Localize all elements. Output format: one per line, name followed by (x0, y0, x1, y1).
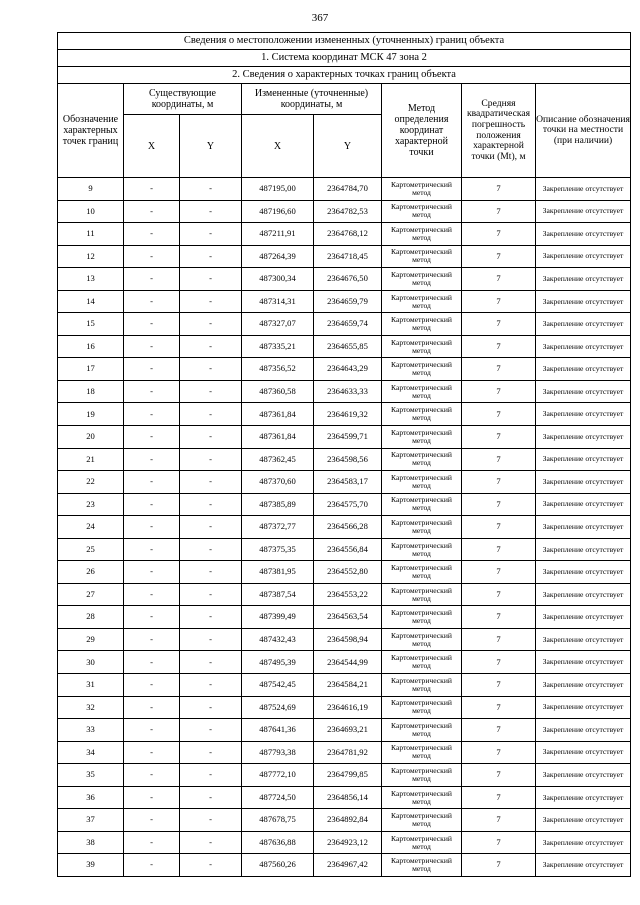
existing-y-cell: - (180, 200, 242, 223)
point-number-cell: 36 (58, 786, 124, 809)
coordinates-table (57, 32, 631, 877)
description-cell: Закрепление отсутствует (536, 583, 631, 606)
description-cell: Закрепление отсутствует (536, 178, 631, 201)
header-error: Средняя квадратическая погрешность положения характерной точки (Mt), м (462, 84, 536, 178)
header-changed-x: X (242, 115, 314, 178)
existing-y-cell: - (180, 493, 242, 516)
changed-y-cell: 2364659,74 (314, 313, 382, 336)
changed-y-cell: 2364655,85 (314, 335, 382, 358)
point-number-cell: 19 (58, 403, 124, 426)
table-row (58, 741, 631, 764)
existing-x-cell: - (124, 854, 180, 877)
method-cell: Картометрический метод (382, 651, 462, 674)
changed-y-cell: 2364659,79 (314, 290, 382, 313)
existing-x-cell: - (124, 561, 180, 584)
point-number-cell: 14 (58, 290, 124, 313)
error-cell: 7 (462, 313, 536, 336)
changed-y-cell: 2364718,45 (314, 245, 382, 268)
existing-x-cell: - (124, 719, 180, 742)
changed-y-cell: 2364633,33 (314, 380, 382, 403)
table-row (58, 786, 631, 809)
description-cell: Закрепление отсутствует (536, 268, 631, 291)
changed-x-cell: 487381,95 (242, 561, 314, 584)
description-cell: Закрепление отсутствует (536, 335, 631, 358)
error-cell: 7 (462, 831, 536, 854)
table-row (58, 335, 631, 358)
existing-x-cell: - (124, 516, 180, 539)
table-row (58, 313, 631, 336)
header-existing-x: X (124, 115, 180, 178)
section-title: 2. Сведения о характерных точках границ объекта (58, 67, 631, 84)
description-cell: Закрепление отсутствует (536, 809, 631, 832)
method-cell: Картометрический метод (382, 358, 462, 381)
point-number-cell: 16 (58, 335, 124, 358)
point-number-cell: 28 (58, 606, 124, 629)
changed-y-cell: 2364584,21 (314, 674, 382, 697)
description-cell: Закрепление отсутствует (536, 223, 631, 246)
description-cell: Закрепление отсутствует (536, 380, 631, 403)
error-cell: 7 (462, 606, 536, 629)
table-row (58, 200, 631, 223)
existing-x-cell: - (124, 606, 180, 629)
existing-y-cell: - (180, 380, 242, 403)
point-number-cell: 22 (58, 471, 124, 494)
method-cell: Картометрический метод (382, 606, 462, 629)
existing-x-cell: - (124, 628, 180, 651)
description-cell: Закрепление отсутствует (536, 606, 631, 629)
table-row (58, 719, 631, 742)
table-row (58, 223, 631, 246)
description-cell: Закрепление отсутствует (536, 831, 631, 854)
description-cell: Закрепление отсутствует (536, 741, 631, 764)
existing-x-cell: - (124, 786, 180, 809)
changed-x-cell: 487772,10 (242, 764, 314, 787)
table-row (58, 831, 631, 854)
existing-x-cell: - (124, 674, 180, 697)
changed-x-cell: 487542,45 (242, 674, 314, 697)
existing-y-cell: - (180, 516, 242, 539)
error-cell: 7 (462, 854, 536, 877)
point-number-cell: 30 (58, 651, 124, 674)
existing-y-cell: - (180, 178, 242, 201)
method-cell: Картометрический метод (382, 809, 462, 832)
table-row (58, 674, 631, 697)
point-number-cell: 37 (58, 809, 124, 832)
table-row (58, 809, 631, 832)
changed-y-cell: 2364799,85 (314, 764, 382, 787)
description-cell: Закрепление отсутствует (536, 471, 631, 494)
method-cell: Картометрический метод (382, 245, 462, 268)
error-cell: 7 (462, 786, 536, 809)
method-cell: Картометрический метод (382, 223, 462, 246)
error-cell: 7 (462, 403, 536, 426)
changed-x-cell: 487678,75 (242, 809, 314, 832)
error-cell: 7 (462, 493, 536, 516)
existing-x-cell: - (124, 268, 180, 291)
changed-y-cell: 2364643,29 (314, 358, 382, 381)
description-cell: Закрепление отсутствует (536, 674, 631, 697)
point-number-cell: 18 (58, 380, 124, 403)
description-cell: Закрепление отсутствует (536, 628, 631, 651)
changed-y-cell: 2364782,53 (314, 200, 382, 223)
existing-x-cell: - (124, 448, 180, 471)
description-cell: Закрепление отсутствует (536, 448, 631, 471)
method-cell: Картометрический метод (382, 335, 462, 358)
table-row (58, 426, 631, 449)
changed-y-cell: 2364781,92 (314, 741, 382, 764)
existing-x-cell: - (124, 290, 180, 313)
changed-x-cell: 487432,43 (242, 628, 314, 651)
existing-x-cell: - (124, 471, 180, 494)
point-number-cell: 12 (58, 245, 124, 268)
existing-y-cell: - (180, 290, 242, 313)
error-cell: 7 (462, 471, 536, 494)
method-cell: Картометрический метод (382, 178, 462, 201)
error-cell: 7 (462, 335, 536, 358)
description-cell: Закрепление отсутствует (536, 764, 631, 787)
changed-x-cell: 487300,34 (242, 268, 314, 291)
table-row (58, 245, 631, 268)
changed-x-cell: 487314,31 (242, 290, 314, 313)
changed-y-cell: 2364616,19 (314, 696, 382, 719)
point-number-cell: 26 (58, 561, 124, 584)
description-cell: Закрепление отсутствует (536, 538, 631, 561)
error-cell: 7 (462, 245, 536, 268)
changed-y-cell: 2364599,71 (314, 426, 382, 449)
method-cell: Картометрический метод (382, 380, 462, 403)
error-cell: 7 (462, 200, 536, 223)
table-row (58, 651, 631, 674)
changed-y-cell: 2364923,12 (314, 831, 382, 854)
table-row (58, 696, 631, 719)
method-cell: Картометрический метод (382, 493, 462, 516)
existing-x-cell: - (124, 651, 180, 674)
changed-x-cell: 487495,39 (242, 651, 314, 674)
error-cell: 7 (462, 516, 536, 539)
table-row (58, 448, 631, 471)
table-row (58, 403, 631, 426)
changed-x-cell: 487361,84 (242, 403, 314, 426)
method-cell: Картометрический метод (382, 741, 462, 764)
changed-y-cell: 2364676,50 (314, 268, 382, 291)
point-number-cell: 25 (58, 538, 124, 561)
existing-y-cell: - (180, 696, 242, 719)
existing-x-cell: - (124, 313, 180, 336)
changed-y-cell: 2364768,12 (314, 223, 382, 246)
existing-x-cell: - (124, 403, 180, 426)
description-cell: Закрепление отсутствует (536, 493, 631, 516)
point-number-cell: 9 (58, 178, 124, 201)
method-cell: Картометрический метод (382, 268, 462, 291)
changed-x-cell: 487196,60 (242, 200, 314, 223)
changed-x-cell: 487385,89 (242, 493, 314, 516)
error-cell: 7 (462, 290, 536, 313)
existing-x-cell: - (124, 426, 180, 449)
method-cell: Картометрический метод (382, 786, 462, 809)
existing-x-cell: - (124, 741, 180, 764)
existing-x-cell: - (124, 223, 180, 246)
changed-x-cell: 487264,39 (242, 245, 314, 268)
changed-x-cell: 487636,88 (242, 831, 314, 854)
point-number-cell: 21 (58, 448, 124, 471)
existing-x-cell: - (124, 538, 180, 561)
method-cell: Картометрический метод (382, 764, 462, 787)
point-number-cell: 23 (58, 493, 124, 516)
existing-y-cell: - (180, 223, 242, 246)
existing-x-cell: - (124, 493, 180, 516)
changed-y-cell: 2364566,28 (314, 516, 382, 539)
method-cell: Картометрический метод (382, 696, 462, 719)
existing-y-cell: - (180, 561, 242, 584)
table-row (58, 606, 631, 629)
table-row (58, 854, 631, 877)
existing-y-cell: - (180, 245, 242, 268)
existing-y-cell: - (180, 628, 242, 651)
error-cell: 7 (462, 741, 536, 764)
method-cell: Картометрический метод (382, 516, 462, 539)
method-cell: Картометрический метод (382, 426, 462, 449)
changed-x-cell: 487793,38 (242, 741, 314, 764)
method-cell: Картометрический метод (382, 313, 462, 336)
existing-y-cell: - (180, 335, 242, 358)
point-number-cell: 13 (58, 268, 124, 291)
existing-y-cell: - (180, 854, 242, 877)
existing-y-cell: - (180, 426, 242, 449)
header-point: Обозначение характерных точек границ (58, 84, 124, 178)
changed-y-cell: 2364784,70 (314, 178, 382, 201)
description-cell: Закрепление отсутствует (536, 719, 631, 742)
description-cell: Закрепление отсутствует (536, 290, 631, 313)
existing-y-cell: - (180, 786, 242, 809)
changed-x-cell: 487356,52 (242, 358, 314, 381)
table-row (58, 493, 631, 516)
changed-x-cell: 487387,54 (242, 583, 314, 606)
changed-y-cell: 2364556,84 (314, 538, 382, 561)
description-cell: Закрепление отсутствует (536, 696, 631, 719)
table-row (58, 290, 631, 313)
error-cell: 7 (462, 178, 536, 201)
error-cell: 7 (462, 809, 536, 832)
existing-y-cell: - (180, 268, 242, 291)
method-cell: Картометрический метод (382, 538, 462, 561)
changed-x-cell: 487641,36 (242, 719, 314, 742)
error-cell: 7 (462, 538, 536, 561)
changed-x-cell: 487375,35 (242, 538, 314, 561)
point-number-cell: 33 (58, 719, 124, 742)
changed-y-cell: 2364598,56 (314, 448, 382, 471)
point-number-cell: 32 (58, 696, 124, 719)
existing-y-cell: - (180, 471, 242, 494)
error-cell: 7 (462, 651, 536, 674)
point-number-cell: 31 (58, 674, 124, 697)
method-cell: Картометрический метод (382, 628, 462, 651)
point-number-cell: 17 (58, 358, 124, 381)
existing-y-cell: - (180, 448, 242, 471)
point-number-cell: 11 (58, 223, 124, 246)
changed-x-cell: 487372,77 (242, 516, 314, 539)
changed-x-cell: 487560,26 (242, 854, 314, 877)
existing-y-cell: - (180, 674, 242, 697)
changed-y-cell: 2364553,22 (314, 583, 382, 606)
existing-x-cell: - (124, 178, 180, 201)
existing-x-cell: - (124, 200, 180, 223)
description-cell: Закрепление отсутствует (536, 200, 631, 223)
description-cell: Закрепление отсутствует (536, 786, 631, 809)
existing-y-cell: - (180, 403, 242, 426)
error-cell: 7 (462, 380, 536, 403)
changed-x-cell: 487370,60 (242, 471, 314, 494)
existing-y-cell: - (180, 719, 242, 742)
changed-x-cell: 487327,07 (242, 313, 314, 336)
point-number-cell: 20 (58, 426, 124, 449)
header-existing: Существующие координаты, м (124, 84, 242, 115)
description-cell: Закрепление отсутствует (536, 245, 631, 268)
changed-y-cell: 2364563,54 (314, 606, 382, 629)
method-cell: Картометрический метод (382, 854, 462, 877)
changed-y-cell: 2364598,94 (314, 628, 382, 651)
changed-y-cell: 2364544,99 (314, 651, 382, 674)
changed-x-cell: 487360,58 (242, 380, 314, 403)
error-cell: 7 (462, 696, 536, 719)
existing-y-cell: - (180, 809, 242, 832)
error-cell: 7 (462, 223, 536, 246)
existing-x-cell: - (124, 245, 180, 268)
error-cell: 7 (462, 448, 536, 471)
changed-x-cell: 487335,21 (242, 335, 314, 358)
existing-x-cell: - (124, 809, 180, 832)
changed-y-cell: 2364967,42 (314, 854, 382, 877)
point-number-cell: 10 (58, 200, 124, 223)
method-cell: Картометрический метод (382, 448, 462, 471)
existing-y-cell: - (180, 583, 242, 606)
method-cell: Картометрический метод (382, 200, 462, 223)
existing-x-cell: - (124, 831, 180, 854)
existing-x-cell: - (124, 696, 180, 719)
table-title: Сведения о местоположении измененных (уточненных) границ объекта (58, 33, 631, 50)
description-cell: Закрепление отсутствует (536, 358, 631, 381)
header-method: Метод определения координат характерной точки (382, 84, 462, 178)
point-number-cell: 39 (58, 854, 124, 877)
changed-y-cell: 2364856,14 (314, 786, 382, 809)
error-cell: 7 (462, 358, 536, 381)
changed-x-cell: 487211,91 (242, 223, 314, 246)
description-cell: Закрепление отсутствует (536, 561, 631, 584)
table-row (58, 178, 631, 201)
existing-y-cell: - (180, 651, 242, 674)
header-description: Описание обозначения точки на местности (при наличии) (536, 84, 631, 178)
existing-x-cell: - (124, 583, 180, 606)
point-number-cell: 34 (58, 741, 124, 764)
existing-x-cell: - (124, 335, 180, 358)
error-cell: 7 (462, 426, 536, 449)
error-cell: 7 (462, 764, 536, 787)
method-cell: Картометрический метод (382, 831, 462, 854)
table-row (58, 268, 631, 291)
point-number-cell: 35 (58, 764, 124, 787)
method-cell: Картометрический метод (382, 561, 462, 584)
table-row (58, 628, 631, 651)
method-cell: Картометрический метод (382, 290, 462, 313)
existing-y-cell: - (180, 358, 242, 381)
changed-x-cell: 487195,00 (242, 178, 314, 201)
changed-y-cell: 2364892,84 (314, 809, 382, 832)
changed-x-cell: 487361,84 (242, 426, 314, 449)
error-cell: 7 (462, 674, 536, 697)
coordinate-system-title: 1. Система координат МСК 47 зона 2 (58, 50, 631, 67)
method-cell: Картометрический метод (382, 583, 462, 606)
description-cell: Закрепление отсутствует (536, 403, 631, 426)
description-cell: Закрепление отсутствует (536, 651, 631, 674)
existing-y-cell: - (180, 538, 242, 561)
error-cell: 7 (462, 628, 536, 651)
table-row (58, 561, 631, 584)
point-number-cell: 29 (58, 628, 124, 651)
changed-y-cell: 2364619,32 (314, 403, 382, 426)
table-row (58, 583, 631, 606)
existing-x-cell: - (124, 358, 180, 381)
method-cell: Картометрический метод (382, 403, 462, 426)
description-cell: Закрепление отсутствует (536, 426, 631, 449)
existing-y-cell: - (180, 606, 242, 629)
description-cell: Закрепление отсутствует (536, 313, 631, 336)
changed-x-cell: 487362,45 (242, 448, 314, 471)
changed-x-cell: 487524,69 (242, 696, 314, 719)
table-row (58, 358, 631, 381)
method-cell: Картометрический метод (382, 719, 462, 742)
method-cell: Картометрический метод (382, 674, 462, 697)
existing-y-cell: - (180, 764, 242, 787)
table-row (58, 380, 631, 403)
existing-y-cell: - (180, 741, 242, 764)
changed-x-cell: 487399,49 (242, 606, 314, 629)
existing-x-cell: - (124, 380, 180, 403)
existing-y-cell: - (180, 313, 242, 336)
error-cell: 7 (462, 583, 536, 606)
changed-x-cell: 487724,50 (242, 786, 314, 809)
header-changed: Измененные (уточненные) координаты, м (242, 84, 382, 115)
table-row (58, 764, 631, 787)
error-cell: 7 (462, 561, 536, 584)
table-row (58, 538, 631, 561)
point-number-cell: 38 (58, 831, 124, 854)
method-cell: Картометрический метод (382, 471, 462, 494)
changed-y-cell: 2364575,70 (314, 493, 382, 516)
table-row (58, 471, 631, 494)
changed-y-cell: 2364552,80 (314, 561, 382, 584)
changed-y-cell: 2364693,21 (314, 719, 382, 742)
changed-y-cell: 2364583,17 (314, 471, 382, 494)
header-existing-y: Y (180, 115, 242, 178)
point-number-cell: 27 (58, 583, 124, 606)
page-number: 367 (311, 12, 329, 24)
header-changed-y: Y (314, 115, 382, 178)
error-cell: 7 (462, 268, 536, 291)
table-row (58, 516, 631, 539)
existing-x-cell: - (124, 764, 180, 787)
description-cell: Закрепление отсутствует (536, 516, 631, 539)
point-number-cell: 15 (58, 313, 124, 336)
existing-y-cell: - (180, 831, 242, 854)
point-number-cell: 24 (58, 516, 124, 539)
error-cell: 7 (462, 719, 536, 742)
description-cell: Закрепление отсутствует (536, 854, 631, 877)
